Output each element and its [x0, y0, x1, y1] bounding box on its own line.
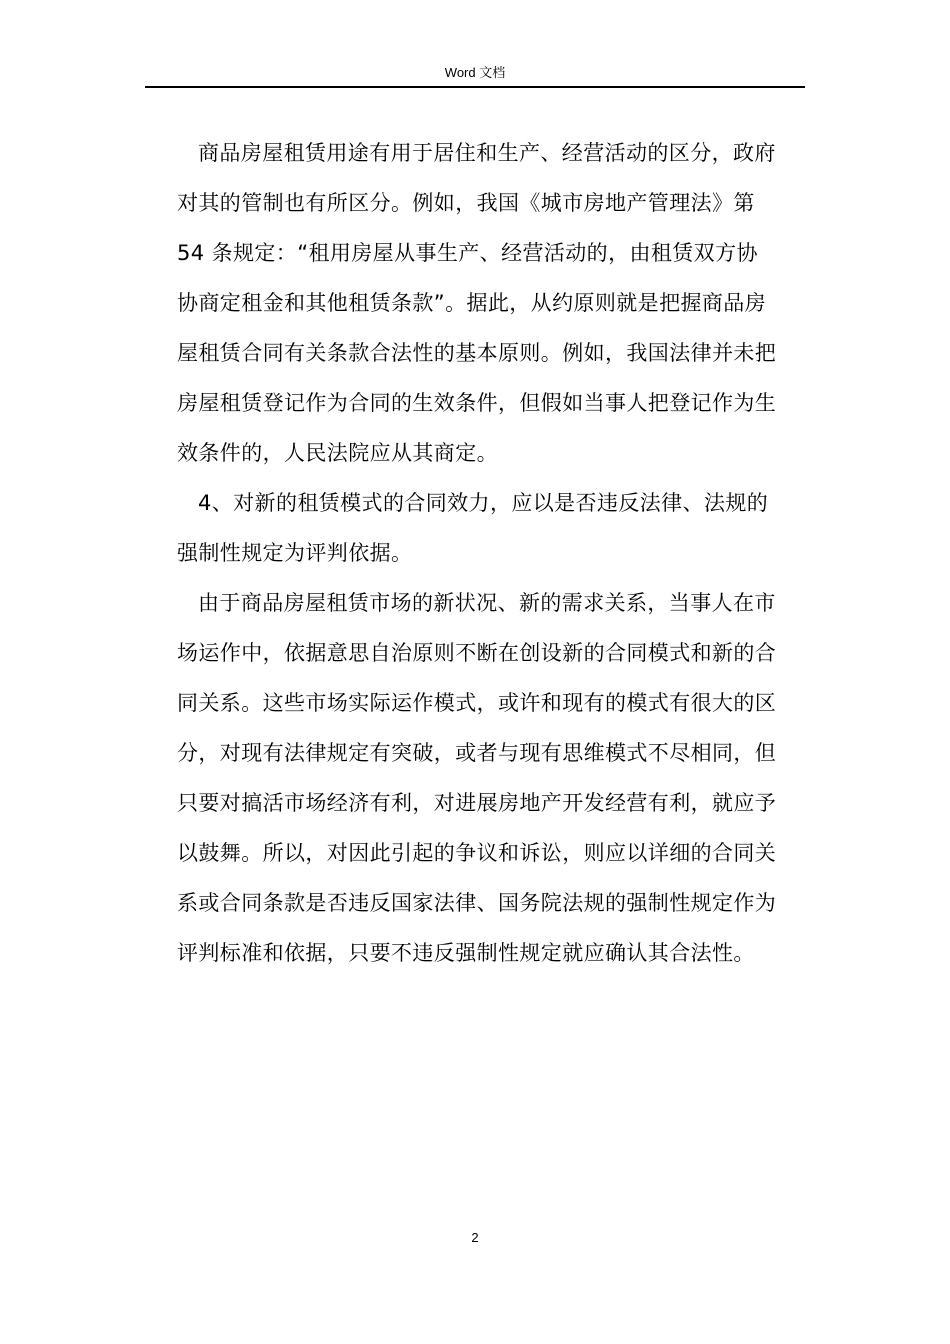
- page-header: Word 文档: [444, 65, 506, 80]
- text-line: 房屋租赁登记作为合同的生效条件，但假如当事人把登记作为生: [177, 391, 777, 415]
- text-line: 以鼓舞。所以，对因此引起的争议和诉讼，则应以详细的合同关: [177, 841, 777, 865]
- text-line: 商品房屋租赁用途有用于居住和生产、经营活动的区分，政府: [198, 141, 776, 165]
- page-number: 2: [471, 1230, 479, 1245]
- text-line: 同关系。这些市场实际运作模式，或许和现有的模式有很大的区: [177, 691, 777, 715]
- text-line: 系或合同条款是否违反国家法律、国务院法规的强制性规定作为: [177, 891, 777, 915]
- paragraph-2: [177, 478, 807, 578]
- text-line: 效条件的，人民法院应从其商定。: [177, 441, 498, 465]
- text-line: 评判标准和依据，只要不违反强制性规定就应确认其合法性。: [177, 941, 755, 965]
- text-line: 分，对现有法律规定有突破，或者与现有思维模式不尽相同，但: [177, 741, 777, 765]
- paragraph-1: [177, 128, 807, 478]
- text-line: 4、对新的租赁模式的合同效力，应以是否违反法律、法规的: [198, 491, 769, 515]
- text-line: 只要对搞活市场经济有利，对进展房地产开发经营有利，就应予: [177, 791, 777, 815]
- paragraph-3: [177, 578, 807, 978]
- text-line: 屋租赁合同有关条款合法性的基本原则。例如，我国法律并未把: [177, 341, 777, 365]
- document-body: [177, 128, 807, 978]
- text-line: 对其的管制也有所区分。例如，我国《城市房地产管理法》第: [177, 191, 755, 215]
- header-divider: [145, 86, 805, 88]
- text-line: 54 条规定：“租用房屋从事生产、经营活动的，由租赁双方协: [177, 241, 758, 265]
- text-line: 由于商品房屋租赁市场的新状况、新的需求关系，当事人在市: [198, 591, 776, 615]
- text-line: 强制性规定为评判依据。: [177, 541, 413, 565]
- text-line: 协商定租金和其他租赁条款”。据此，从约原则就是把握商品房: [177, 291, 767, 315]
- text-line: 场运作中，依据意思自治原则不断在创设新的合同模式和新的合: [177, 641, 777, 665]
